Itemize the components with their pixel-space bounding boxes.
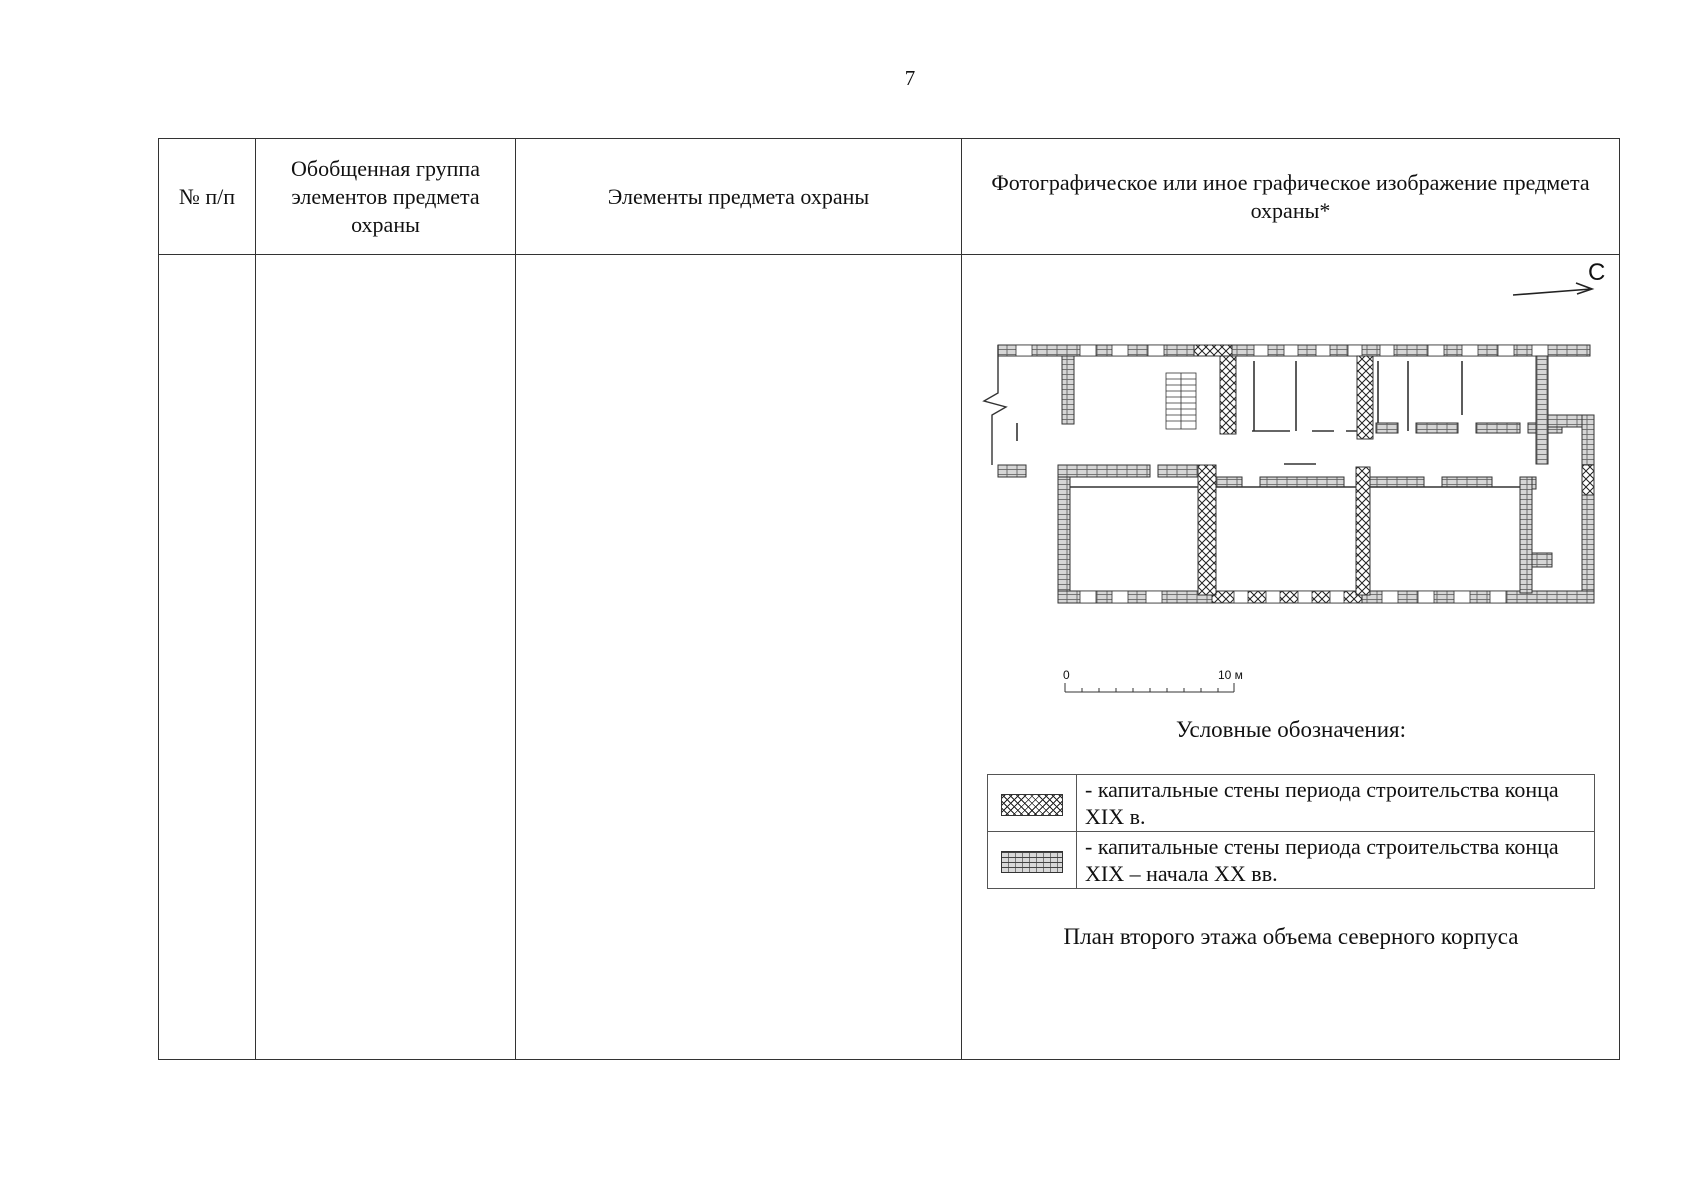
cell-group [256,255,516,1060]
legend-text: - капитальные стены периода строительства конца XIX – начала XX вв. [1077,832,1595,889]
header-group: Обобщенная группа элементов предмета охраны [256,139,516,255]
table-header-row [159,139,1620,255]
brick-swatch [1001,851,1063,873]
header-number: № п/п [159,139,256,255]
header-image: Фотографическое или иное графическое изображение предмета охраны* [962,139,1620,255]
legend [987,774,1595,889]
table-row [159,255,1620,1060]
scale-bar [1065,683,1234,692]
crosshatch-swatch [1001,794,1063,816]
plan-walls [984,345,1594,603]
legend-swatch-cell [988,832,1077,889]
scale-ten-label: 10 м [1218,668,1243,682]
legend-title: Условные обозначения: [1175,717,1407,742]
cell-image [962,255,1620,1060]
scale-zero-label: 0 [1063,668,1070,682]
north-arrow [1513,283,1592,295]
legend-row [988,775,1595,832]
page-number: 7 [904,66,916,90]
header-elements: Элементы предмета охраны [516,139,962,255]
north-label: С [1588,259,1606,286]
legend-row [988,832,1595,889]
legend-text: - капитальные стены периода строительства конца XIX в. [1077,775,1595,832]
figure-caption: План второго этажа объема северного корпуса [1063,924,1519,949]
legend-swatch-cell [988,775,1077,832]
protection-table [158,138,1620,1060]
cell-number [159,255,256,1060]
cell-elements [516,255,962,1060]
